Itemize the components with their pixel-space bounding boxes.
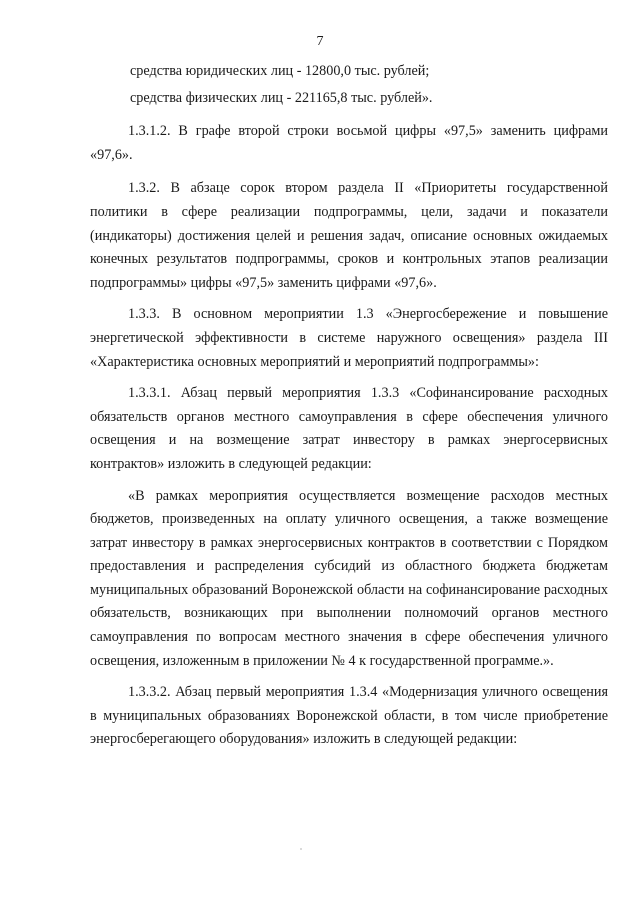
paragraph-1-3-3-2: 1.3.3.2. Абзац первый мероприятия 1.3.4 «Модернизация уличного освещения в муниципальных образованиях Воронежской области, в том числе приобретение энергосберегающего оборудования» изложить в следующей редакции:	[90, 684, 608, 748]
document-body	[90, 60, 608, 752]
paragraph-1-3-2: 1.3.2. В абзаце сорок втором раздела II «Приоритеты государственной политики в сфере реализации подпрограммы, цели, задачи и показатели (индикаторы) достижения целей и решения задач, описание основных ожидаемых конечных результатов подпрограммы, сроков и контрольных этапов реализации подпрограммы» цифры «97,5» заменить цифрами «97,6».	[90, 180, 608, 291]
scan-speck	[300, 848, 302, 850]
paragraph-legal-entities-funds: средства юридических лиц - 12800,0 тыс. рублей;	[130, 63, 430, 79]
paragraph-1-3-3: 1.3.3. В основном мероприятии 1.3 «Энергосбережение и повышение энергетической эффективности в системе наружного освещения» раздела III «Характеристика основных мероприятий и мероприятий подпрограммы»:	[90, 306, 608, 370]
paragraph-1-3-1-2: 1.3.1.2. В графе второй строки восьмой цифры «97,5» заменить цифрами «97,6».	[90, 123, 608, 163]
paragraph-individuals-funds: средства физических лиц - 221165,8 тыс. рублей».	[130, 89, 433, 106]
paragraph-1-3-3-1: 1.3.3.1. Абзац первый мероприятия 1.3.3 «Софинансирование расходных обязательств органов местного самоуправления в сфере обеспечения уличного освещения и на возмещение затрат инвестору в рамках энергосервисных контрактов» изложить в следующей редакции:	[90, 385, 608, 472]
page-number: 7	[316, 34, 324, 49]
paragraph-quoted-new-wording: «В рамках мероприятия осуществляется возмещение расходов местных бюджетов, произведенных на оплату уличного освещения, а также возмещение затрат инвестору в рамках энергосервисных контрактов в соответствии с Порядком предоставления и распределения субсидий из областного бюджета бюджетам муниципальных образований Воронежской области на софинансирование расходных обязательств, возникающих при выполнении полномочий органов местного самоуправления по вопросам местного значения в сфере обеспечения уличного освещения, изложенным в приложении № 4 к государственной программе.».	[90, 487, 608, 669]
